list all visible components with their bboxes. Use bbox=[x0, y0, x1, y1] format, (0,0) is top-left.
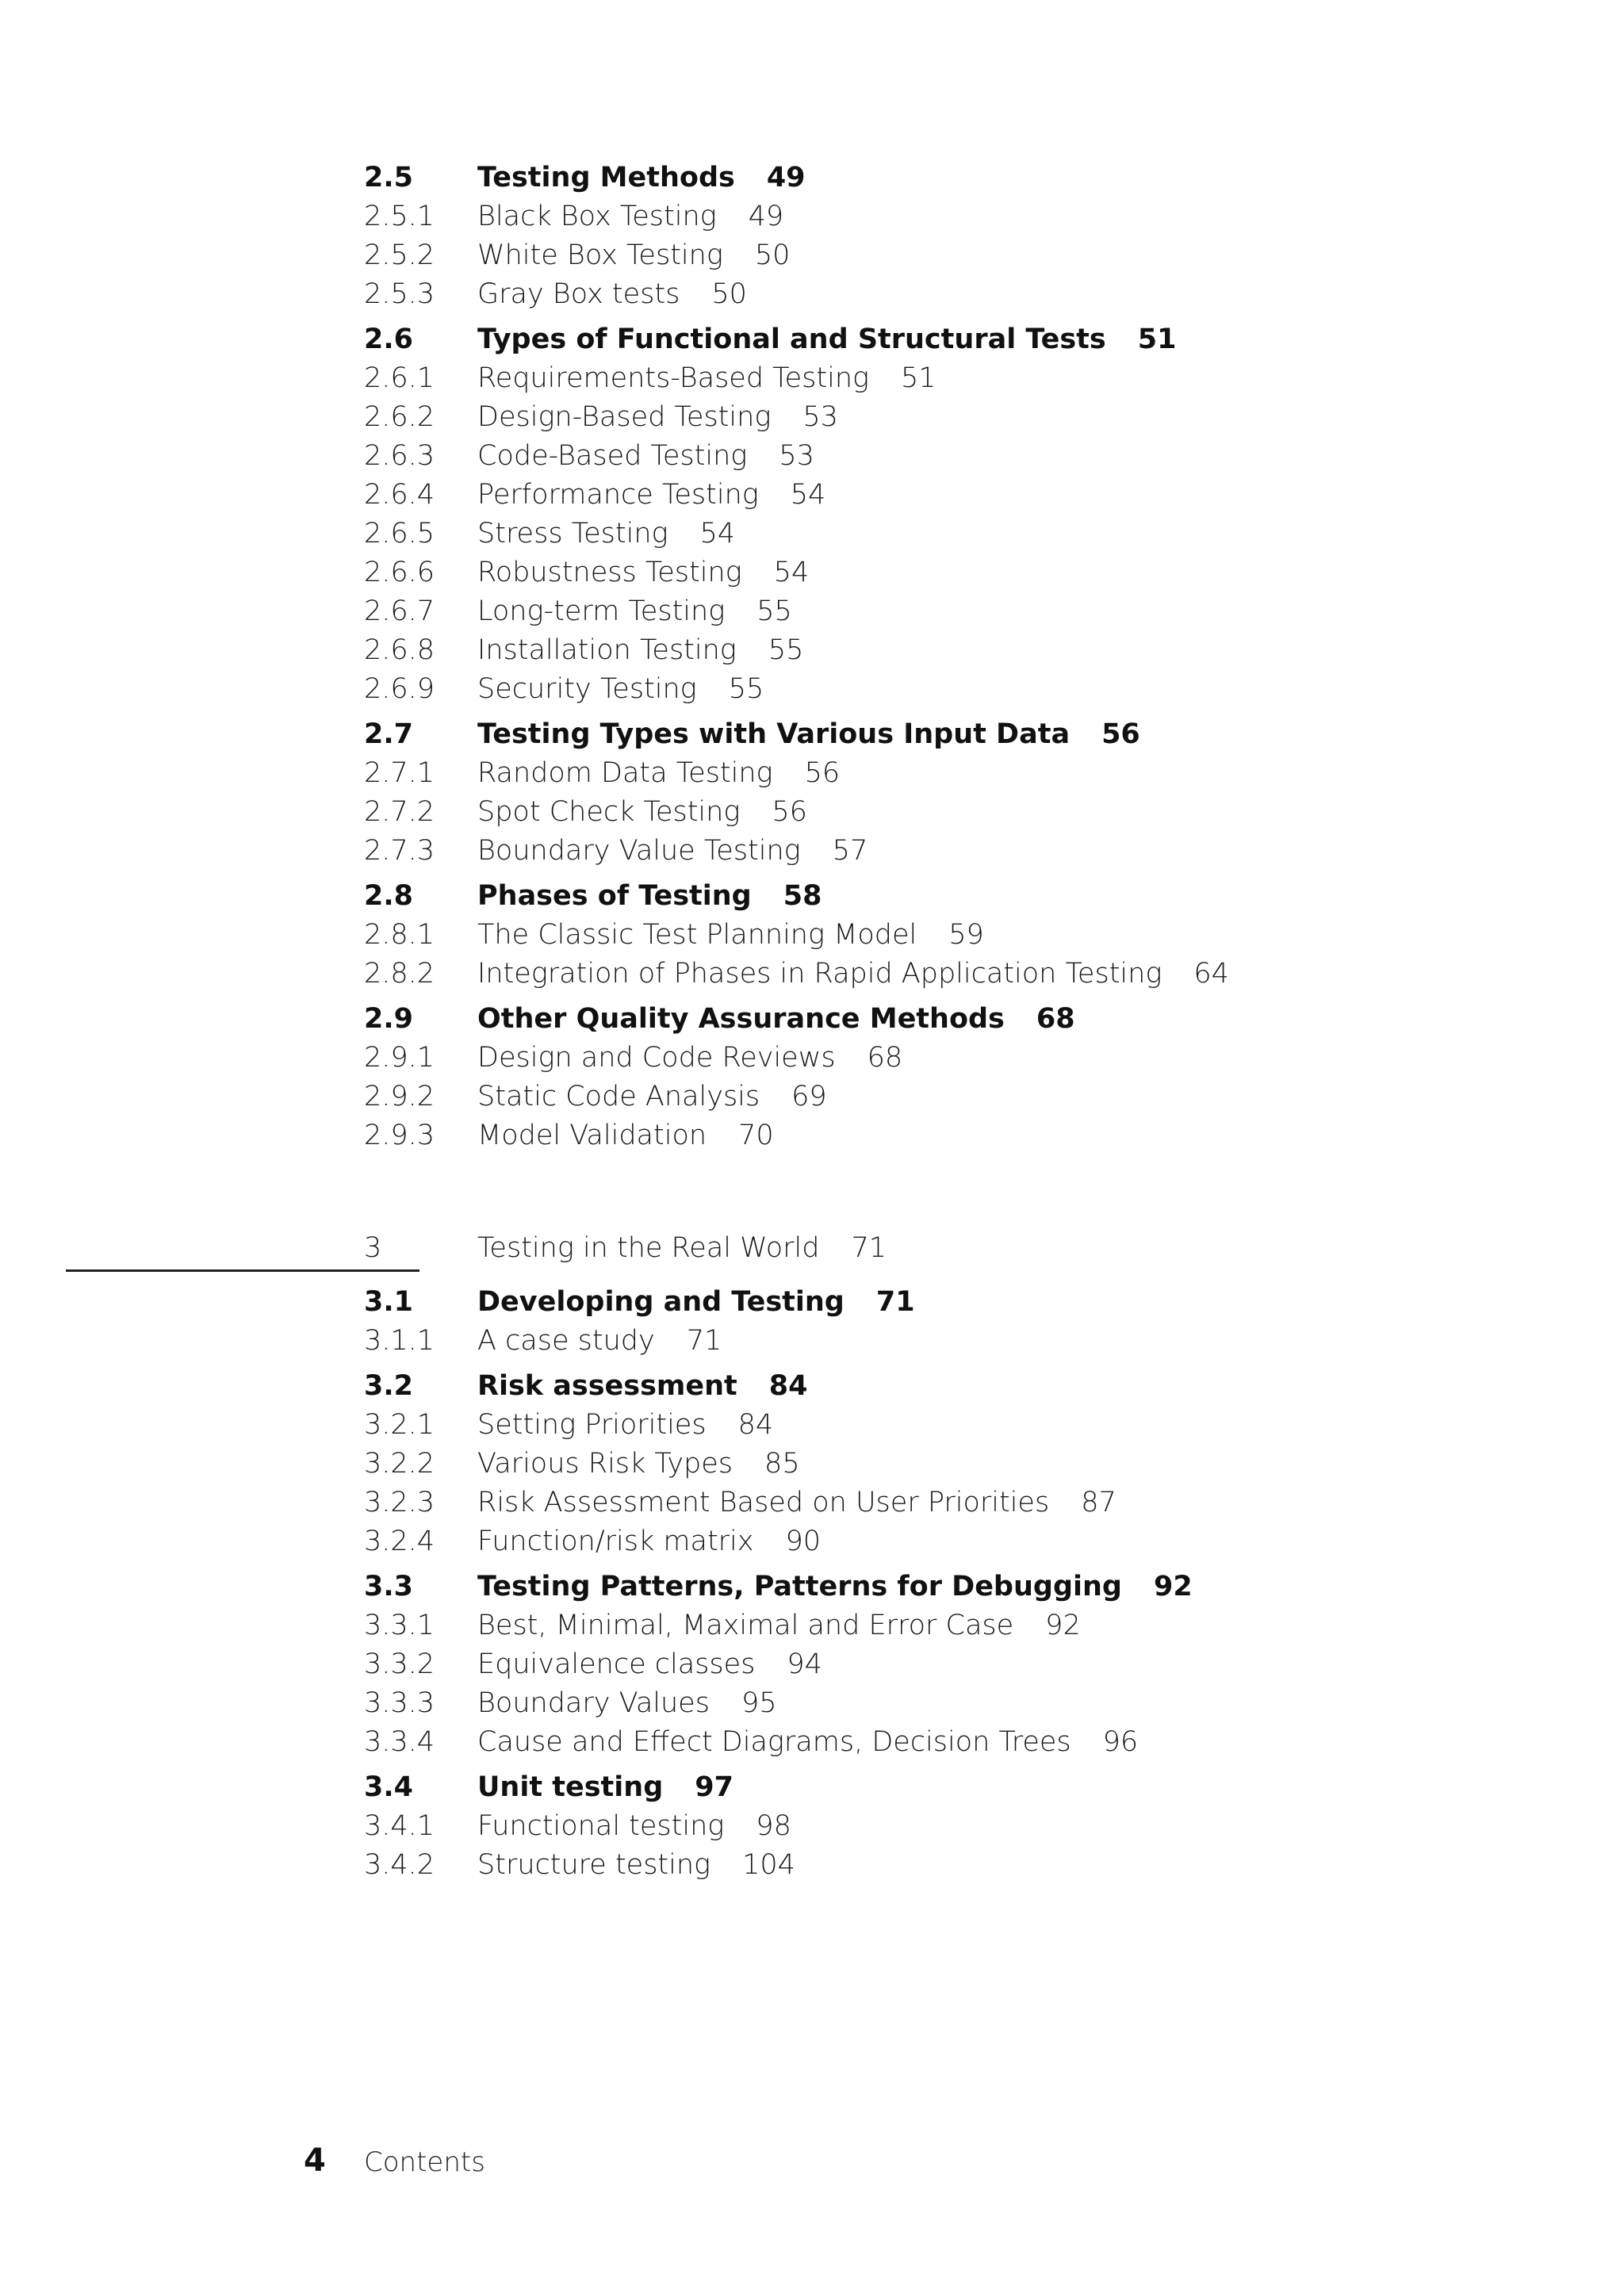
toc-entry-title: Performance Testing bbox=[477, 479, 759, 511]
toc-section-entry[interactable] bbox=[364, 715, 1553, 754]
toc-entry-title: Risk Assessment Based on User Priorities bbox=[477, 1487, 1050, 1518]
toc-entry-title: Design-Based Testing bbox=[477, 401, 772, 433]
toc-entry-title: Static Code Analysis bbox=[477, 1081, 760, 1112]
toc-subsection-entry[interactable] bbox=[364, 754, 1553, 793]
toc-entry-title-line bbox=[477, 398, 838, 437]
toc-entry-title-line bbox=[477, 1406, 773, 1445]
chapter-3-block bbox=[364, 1229, 1553, 1268]
toc-entry-title-line bbox=[477, 670, 764, 709]
toc-subsection-entry[interactable] bbox=[364, 1484, 1553, 1522]
toc-entry-title: Design and Code Reviews bbox=[477, 1042, 836, 1074]
toc-entry-title: Testing Patterns, Patterns for Debugging bbox=[477, 1571, 1122, 1602]
toc-entry-number: 2.7.2 bbox=[364, 796, 435, 828]
toc-entry-title-line bbox=[477, 1367, 808, 1406]
toc-entry-page-number: 84 bbox=[768, 1370, 808, 1402]
toc-entry-page-number: 58 bbox=[783, 880, 822, 912]
toc-entry-title: Best, Minimal, Maximal and Error Case bbox=[477, 1610, 1014, 1641]
toc-entry-title-line bbox=[477, 1078, 827, 1116]
toc-entry-title-line bbox=[477, 159, 806, 197]
toc-section-entry[interactable] bbox=[364, 1568, 1553, 1606]
toc-entry-title: Phases of Testing bbox=[477, 880, 752, 912]
toc-entry-number: 3.3.4 bbox=[364, 1726, 435, 1758]
toc-entry-number: 2.6.3 bbox=[364, 440, 435, 472]
toc-entry-page-number: 71 bbox=[875, 1286, 915, 1318]
folio-page-number: 4 bbox=[304, 2142, 326, 2179]
toc-entry-number: 2.6.2 bbox=[364, 401, 435, 433]
toc-entry-number: 2.7.3 bbox=[364, 835, 435, 867]
toc-entry-page-number: 53 bbox=[779, 440, 814, 472]
toc-entry-title-line bbox=[477, 631, 803, 670]
toc-entry-title-line bbox=[477, 754, 840, 793]
toc-entry-title: Risk assessment bbox=[477, 1370, 737, 1402]
toc-entry-page-number: 95 bbox=[741, 1687, 777, 1719]
toc-subsection-entry[interactable] bbox=[364, 398, 1553, 437]
chapter-title-line bbox=[477, 1229, 887, 1268]
toc-entry-title-line bbox=[477, 793, 807, 832]
toc-entry-title: Cause and Effect Diagrams, Decision Trees bbox=[477, 1726, 1071, 1758]
toc-entry-page-number: 51 bbox=[901, 362, 936, 394]
toc-subsection-entry[interactable] bbox=[364, 916, 1553, 955]
toc-entry-number: 3.2.1 bbox=[364, 1409, 435, 1441]
toc-subsection-entry[interactable] bbox=[364, 1406, 1553, 1445]
toc-entry-title-line bbox=[477, 1522, 821, 1561]
toc-entry-title-line bbox=[477, 715, 1140, 754]
toc-entry-title: Testing Types with Various Input Data bbox=[477, 718, 1071, 750]
toc-subsection-entry[interactable] bbox=[364, 1039, 1553, 1078]
toc-entry-number: 3.3.1 bbox=[364, 1610, 435, 1641]
toc-entry-title: Developing and Testing bbox=[477, 1286, 845, 1318]
toc-entry-number: 2.9.1 bbox=[364, 1042, 435, 1074]
toc-entry-title: Model Validation bbox=[477, 1120, 707, 1151]
toc-entry-number: 3.3.2 bbox=[364, 1648, 435, 1680]
chapter-title: Testing in the Real World bbox=[477, 1232, 820, 1264]
toc-entry-title: Other Quality Assurance Methods bbox=[477, 1003, 1005, 1035]
toc-entry-number: 3.1.1 bbox=[364, 1325, 435, 1357]
toc-entry-title: Structure testing bbox=[477, 1849, 711, 1881]
toc-entry-title-line bbox=[477, 1283, 915, 1322]
toc-subsection-entry[interactable] bbox=[364, 631, 1553, 670]
toc-entry-title: Function/risk matrix bbox=[477, 1526, 754, 1557]
toc-entry-page-number: 97 bbox=[695, 1771, 733, 1803]
toc-entry-title-line bbox=[477, 1768, 733, 1807]
toc-subsection-entry[interactable] bbox=[364, 1116, 1553, 1155]
toc-entry-title: A case study bbox=[477, 1325, 655, 1357]
toc-entry-title: Robustness Testing bbox=[477, 557, 742, 588]
toc-entry-title-line bbox=[477, 1684, 776, 1723]
toc-entry-title: Types of Functional and Structural Tests bbox=[477, 324, 1106, 355]
toc-entry-page-number: 70 bbox=[738, 1120, 774, 1151]
page-footer bbox=[304, 2141, 485, 2181]
toc-entry-title: Security Testing bbox=[477, 673, 697, 705]
toc-entry-title-line bbox=[477, 553, 809, 592]
toc-entry-page-number: 87 bbox=[1081, 1487, 1116, 1518]
toc-entry-page-number: 49 bbox=[766, 162, 806, 193]
toc-entry-number: 2.6 bbox=[364, 324, 414, 355]
chapter-heading[interactable] bbox=[364, 1229, 1553, 1268]
toc-entry-title-line bbox=[477, 1645, 822, 1684]
toc-entry-title-line bbox=[477, 1606, 1081, 1645]
toc-entry-title-line bbox=[477, 437, 814, 476]
toc-section-entry[interactable] bbox=[364, 1367, 1553, 1406]
toc-entry-title: Installation Testing bbox=[477, 634, 737, 666]
toc-entry-number: 2.5.3 bbox=[364, 278, 435, 310]
toc-subsection-entry[interactable] bbox=[364, 793, 1553, 832]
toc-entry-number: 3.4.1 bbox=[364, 1810, 435, 1842]
toc-entry-number: 3.2.2 bbox=[364, 1448, 435, 1480]
toc-entry-number: 2.6.6 bbox=[364, 557, 435, 588]
toc-entry-title-line bbox=[477, 832, 868, 871]
toc-entry-page-number: 84 bbox=[737, 1409, 774, 1441]
toc-subsection-entry[interactable] bbox=[364, 670, 1553, 709]
toc-entry-title-line bbox=[477, 359, 936, 398]
toc-subsection-entry[interactable] bbox=[364, 476, 1553, 515]
toc-entry-title: Unit testing bbox=[477, 1771, 664, 1803]
toc-entry-title-line bbox=[477, 320, 1176, 359]
toc-entry-page-number: 51 bbox=[1137, 324, 1177, 355]
toc-entry-title-line bbox=[477, 515, 735, 553]
toc-entry-page-number: 68 bbox=[1036, 1003, 1075, 1035]
toc-subsection-entry[interactable] bbox=[364, 1723, 1553, 1762]
toc-entry-number: 3.3.3 bbox=[364, 1687, 435, 1719]
toc-entry-title: Code-Based Testing bbox=[477, 440, 748, 472]
toc-entry-page-number: 69 bbox=[791, 1081, 827, 1112]
toc-entry-number: 2.8.2 bbox=[364, 958, 435, 990]
toc-entry-number: 2.9 bbox=[364, 1003, 414, 1035]
toc-section-entry[interactable] bbox=[364, 320, 1553, 359]
toc-entry-title-line bbox=[477, 1568, 1193, 1606]
toc-entry-number: 2.6.8 bbox=[364, 634, 435, 666]
toc-entry-page-number: 54 bbox=[773, 557, 810, 588]
toc-entry-title: Functional testing bbox=[477, 1810, 725, 1842]
toc-entry-page-number: 50 bbox=[711, 278, 747, 310]
toc-subsection-entry[interactable] bbox=[364, 832, 1553, 871]
toc-entry-number: 3.2.4 bbox=[364, 1526, 435, 1557]
toc-entry-title: Various Risk Types bbox=[477, 1448, 733, 1480]
toc-entry-title: Equivalence classes bbox=[477, 1648, 756, 1680]
toc-entry-number: 3.3 bbox=[364, 1571, 414, 1602]
toc-entry-title: The Classic Test Planning Model bbox=[477, 919, 917, 951]
toc-entry-page-number: 64 bbox=[1193, 958, 1229, 990]
toc-entry-page-number: 49 bbox=[748, 201, 784, 232]
toc-entry-page-number: 85 bbox=[764, 1448, 800, 1480]
toc-subsection-entry[interactable] bbox=[364, 1807, 1553, 1846]
toc-entry-page-number: 54 bbox=[699, 518, 736, 549]
chapter-divider-rule bbox=[66, 1269, 419, 1272]
toc-entry-number: 2.6.4 bbox=[364, 479, 435, 511]
toc-entry-number: 3.1 bbox=[364, 1286, 414, 1318]
toc-entry-title: Long-term Testing bbox=[477, 595, 726, 627]
toc-entry-page-number: 92 bbox=[1153, 1571, 1193, 1602]
toc-entry-title: Black Box Testing bbox=[477, 201, 717, 232]
toc-subsection-entry[interactable] bbox=[364, 1322, 1553, 1361]
toc-entry-number: 2.8 bbox=[364, 880, 414, 912]
toc-subsection-entry[interactable] bbox=[364, 1445, 1553, 1484]
toc-entry-title: Testing Methods bbox=[477, 162, 735, 193]
toc-entry-title-line bbox=[477, 275, 747, 314]
running-head: Contents bbox=[364, 2146, 485, 2178]
toc-section-entry[interactable] bbox=[364, 1000, 1553, 1039]
toc-entry-page-number: 71 bbox=[686, 1325, 722, 1357]
toc-entry-title: Requirements-Based Testing bbox=[477, 362, 870, 394]
toc-subsection-entry[interactable] bbox=[364, 1645, 1553, 1684]
toc-subsection-entry[interactable] bbox=[364, 592, 1553, 631]
toc-section-entry[interactable] bbox=[364, 1768, 1553, 1807]
toc-entry-number: 2.6.9 bbox=[364, 673, 435, 705]
toc-entry-number: 2.8.1 bbox=[364, 919, 435, 951]
toc-entry-number: 2.9.3 bbox=[364, 1120, 435, 1151]
toc-entry-number: 2.5.1 bbox=[364, 201, 435, 232]
toc-entry-title-line bbox=[477, 955, 1229, 994]
toc-entry-page-number: 56 bbox=[804, 757, 841, 789]
chapter-page-number: 71 bbox=[851, 1232, 887, 1264]
toc-entry-page-number: 53 bbox=[802, 401, 838, 433]
toc-subsection-entry[interactable] bbox=[364, 1522, 1553, 1561]
toc-part-2 bbox=[364, 1283, 1553, 1885]
toc-entry-title-line bbox=[477, 236, 790, 275]
toc-entry-number: 2.7 bbox=[364, 718, 414, 750]
toc-entry-page-number: 55 bbox=[768, 634, 804, 666]
toc-entry-title-line bbox=[477, 1807, 791, 1846]
toc-subsection-entry[interactable] bbox=[364, 1684, 1553, 1723]
toc-part-1 bbox=[364, 159, 1553, 1155]
toc-entry-number: 2.6.5 bbox=[364, 518, 435, 549]
toc-subsection-entry[interactable] bbox=[364, 515, 1553, 553]
toc-entry-number: 2.6.1 bbox=[364, 362, 435, 394]
toc-entry-page-number: 50 bbox=[754, 239, 791, 271]
toc-entry-number: 2.7.1 bbox=[364, 757, 435, 789]
toc-entry-page-number: 98 bbox=[756, 1810, 791, 1842]
toc-entry-title-line bbox=[477, 877, 822, 916]
toc-entry-title: Stress Testing bbox=[477, 518, 668, 549]
toc-subsection-entry[interactable] bbox=[364, 955, 1553, 994]
toc-entry-page-number: 96 bbox=[1102, 1726, 1139, 1758]
toc-entry-number: 2.9.2 bbox=[364, 1081, 435, 1112]
toc-entry-title: White Box Testing bbox=[477, 239, 723, 271]
toc-entry-title-line bbox=[477, 1039, 902, 1078]
toc-entry-page-number: 55 bbox=[728, 673, 764, 705]
toc-entry-page-number: 56 bbox=[1101, 718, 1140, 750]
toc-entry-title: Random Data Testing bbox=[477, 757, 773, 789]
toc-subsection-entry[interactable] bbox=[364, 437, 1553, 476]
toc-entry-number: 2.6.7 bbox=[364, 595, 435, 627]
toc-entry-page-number: 94 bbox=[787, 1648, 822, 1680]
toc-entry-title-line bbox=[477, 1484, 1116, 1522]
toc-subsection-entry[interactable] bbox=[364, 553, 1553, 592]
toc-entry-page-number: 68 bbox=[867, 1042, 903, 1074]
toc-subsection-entry[interactable] bbox=[364, 275, 1553, 314]
toc-entry-number: 3.2.3 bbox=[364, 1487, 435, 1518]
toc-entry-page-number: 56 bbox=[772, 796, 807, 828]
toc-entry-title-line bbox=[477, 916, 984, 955]
toc-entry-page-number: 54 bbox=[790, 479, 826, 511]
toc-entry-number: 3.4.2 bbox=[364, 1849, 435, 1881]
toc-entry-title: Boundary Values bbox=[477, 1687, 710, 1719]
toc-entry-title-line bbox=[477, 1116, 774, 1155]
toc-subsection-entry[interactable] bbox=[364, 197, 1553, 236]
toc-section-entry[interactable] bbox=[364, 1283, 1553, 1322]
toc-entry-title-line bbox=[477, 1723, 1138, 1762]
toc-entry-title-line bbox=[477, 592, 792, 631]
toc-subsection-entry[interactable] bbox=[364, 359, 1553, 398]
toc-subsection-entry[interactable] bbox=[364, 1078, 1553, 1116]
toc-section-entry[interactable] bbox=[364, 877, 1553, 916]
toc-entry-number: 2.5.2 bbox=[364, 239, 435, 271]
toc-entry-title: Integration of Phases in Rapid Application Testing bbox=[477, 958, 1162, 990]
toc-subsection-entry[interactable] bbox=[364, 1846, 1553, 1885]
toc-entry-page-number: 55 bbox=[756, 595, 792, 627]
toc-entry-page-number: 90 bbox=[785, 1526, 822, 1557]
toc-section-entry[interactable] bbox=[364, 159, 1553, 197]
toc-entry-number: 3.4 bbox=[364, 1771, 414, 1803]
toc-entry-title-line bbox=[477, 1445, 800, 1484]
toc-entry-title: Gray Box tests bbox=[477, 278, 680, 310]
chapter-number: 3 bbox=[364, 1232, 382, 1264]
toc-entry-title-line bbox=[477, 1846, 795, 1885]
toc-entry-title-line bbox=[477, 197, 783, 236]
toc-subsection-entry[interactable] bbox=[364, 236, 1553, 275]
toc-subsection-entry[interactable] bbox=[364, 1606, 1553, 1645]
toc-entry-number: 3.2 bbox=[364, 1370, 414, 1402]
toc-entry-title: Boundary Value Testing bbox=[477, 835, 801, 867]
toc-entry-page-number: 104 bbox=[742, 1849, 795, 1881]
toc-entry-page-number: 57 bbox=[832, 835, 868, 867]
toc-entry-page-number: 59 bbox=[948, 919, 984, 951]
toc-entry-title-line bbox=[477, 1322, 722, 1361]
toc-entry-title: Spot Check Testing bbox=[477, 796, 741, 828]
toc-entry-title-line bbox=[477, 1000, 1075, 1039]
toc-entry-title: Setting Priorities bbox=[477, 1409, 707, 1441]
toc-entry-page-number: 92 bbox=[1045, 1610, 1081, 1641]
toc-entry-title-line bbox=[477, 476, 825, 515]
toc-entry-number: 2.5 bbox=[364, 162, 414, 193]
